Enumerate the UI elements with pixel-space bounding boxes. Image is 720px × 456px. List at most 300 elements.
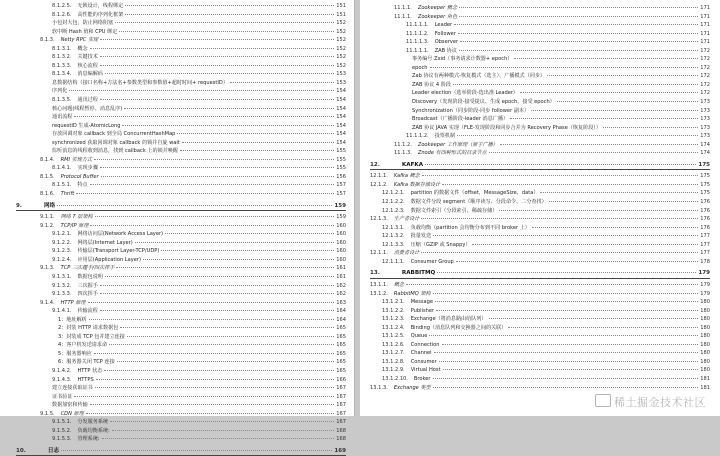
toc-entry[interactable] — [370, 55, 710, 64]
toc-entry[interactable] — [16, 96, 346, 105]
toc-entry-title: 管理系统: — [77, 436, 100, 443]
toc-leader-dots — [456, 261, 698, 262]
toc-entry-number: 13.1.2.1. — [382, 299, 405, 306]
toc-entry-number: 8.1.2.5. — [52, 3, 72, 9]
toc-entry[interactable] — [16, 316, 346, 325]
toc-leader-dots — [100, 99, 334, 100]
toc-entry[interactable] — [370, 172, 710, 181]
toc-entry-title: 消费者设计 — [393, 250, 420, 257]
toc-entry-number: 9.1.2.4. — [52, 256, 72, 263]
toc-entry-title: Protocol Buffer — [60, 173, 99, 180]
toc-entry[interactable] — [370, 81, 710, 90]
toc-entry-page-number: 152 — [336, 20, 346, 27]
toc-leader-dots — [230, 82, 334, 83]
toc-entry-page-number: 180 — [700, 333, 710, 340]
toc-entry[interactable] — [16, 367, 346, 376]
toc-entry-page-number: 176 — [700, 216, 710, 223]
toc-entry-title: 小包封大包，防止网络阻塞 — [52, 20, 114, 27]
toc-entry[interactable] — [16, 45, 346, 54]
toc-entry-title: Consumer Group — [410, 258, 454, 265]
toc-entry[interactable] — [16, 418, 346, 427]
toc-entry[interactable] — [16, 264, 346, 273]
toc-entry-title: 三次握手 — [77, 282, 98, 289]
toc-entry-number: 8.1.3.2. — [52, 54, 72, 61]
toc-entry-page-number: 161 — [336, 265, 346, 272]
toc-entry[interactable] — [370, 215, 710, 224]
toc-entry[interactable] — [16, 401, 346, 410]
toc-entry-page-number: 180 — [700, 299, 710, 306]
toc-leader-dots — [459, 7, 698, 8]
toc-leader-dots — [86, 413, 335, 414]
toc-entry-page-number: 172 — [700, 47, 710, 54]
toc-entry-number: 13.1.2.6. — [382, 341, 405, 348]
toc-entry-number: 12.1.3.2. — [382, 233, 405, 240]
toc-entry[interactable] — [16, 28, 346, 37]
toc-leader-dots — [433, 387, 699, 388]
toc-leader-dots — [69, 90, 334, 91]
toc-leader-dots — [508, 327, 698, 328]
toc-entry-number: 9.1.5.3. — [52, 436, 72, 443]
toc-entry[interactable] — [370, 30, 710, 39]
toc-entry-page-number: 167 — [336, 419, 346, 426]
toc-entry-title: synchronized 获取回调对象 callback 的锁并自旋 wait — [52, 139, 180, 146]
toc-entry-title: 数据包说明 — [77, 273, 103, 280]
toc-leader-dots — [433, 235, 698, 236]
toc-entry-page-number: 165 — [336, 325, 346, 332]
toc-leader-dots — [421, 252, 698, 253]
toc-entry[interactable] — [370, 4, 710, 13]
toc-entry-title: 压缩（GZIP 或 Snappy） — [410, 241, 471, 248]
toc-entry[interactable] — [16, 358, 346, 367]
toc-entry-title: 网络层(Internet Layer) — [77, 239, 133, 246]
toc-entry-title: Channel — [410, 350, 432, 357]
toc-entry[interactable] — [16, 139, 346, 148]
toc-page-left — [0, 0, 355, 454]
toc-entry-title: Kafka 概念 — [393, 173, 420, 180]
toc-entry-title: 证书验证 — [52, 393, 73, 400]
toc-entry[interactable] — [16, 299, 346, 308]
toc-leader-dots — [161, 250, 334, 251]
toc-leader-dots — [429, 335, 698, 336]
toc-leader-dots — [124, 108, 334, 109]
toc-entry-number: 13.1.2.10. — [382, 375, 408, 382]
toc-leader-dots — [454, 24, 698, 25]
toc-entry-title: 负载均衡系统: — [77, 427, 110, 434]
toc-entry[interactable] — [370, 258, 710, 267]
toc-entry-number: 11.1.1.1. — [406, 47, 429, 54]
toc-entry[interactable] — [370, 98, 710, 107]
toc-entry-number: 8.1.3.1. — [52, 45, 72, 52]
toc-entry-page-number: 181 — [700, 384, 710, 391]
toc-entry-page-number: 154 — [336, 97, 346, 104]
toc-leader-dots — [100, 65, 334, 66]
toc-entry-page-number: 180 — [700, 367, 710, 374]
toc-leader-dots — [549, 201, 699, 202]
toc-leader-dots — [165, 233, 334, 234]
toc-entry[interactable] — [370, 13, 710, 22]
toc-entry[interactable] — [370, 21, 710, 30]
toc-entry-title: Zookeeper 概念 — [417, 5, 458, 11]
toc-entry[interactable] — [370, 332, 710, 341]
toc-entry-title: 通讯过程 — [77, 97, 98, 104]
toc-entry-title: 分发服务系统 — [77, 419, 109, 426]
toc-entry-page-number: 171 — [700, 30, 710, 37]
toc-entry-page-number: 175 — [700, 190, 710, 197]
toc-entry-title: Zookeeper 工作原理（原子广播） — [417, 141, 498, 148]
toc-entry[interactable] — [16, 190, 346, 199]
toc-entry[interactable] — [370, 64, 710, 73]
toc-entry-title: 投票机制 — [434, 133, 456, 140]
toc-entry[interactable] — [16, 79, 346, 88]
toc-entry-page-number: 175 — [700, 173, 710, 180]
toc-entry-title: KAFKA — [401, 161, 424, 168]
toc-entry-number: 9.1.5.2. — [52, 427, 72, 434]
toc-entry[interactable] — [16, 113, 346, 122]
toc-entry[interactable] — [16, 156, 346, 165]
toc-entry-page-number: 153 — [336, 71, 346, 78]
toc-entry[interactable] — [16, 202, 346, 212]
toc-entry-title: Virtual Host — [410, 367, 441, 374]
toc-entry[interactable] — [16, 230, 346, 239]
toc-leader-dots — [95, 216, 335, 217]
toc-entry-page-number: 162 — [336, 282, 346, 289]
toc-entry[interactable] — [370, 241, 710, 250]
toc-entry-page-number: 168 — [336, 427, 346, 434]
toc-leader-dots — [119, 31, 334, 32]
toc-leader-dots — [105, 73, 334, 74]
toc-entry[interactable] — [370, 307, 710, 316]
toc-entry-page-number: 159 — [334, 202, 346, 209]
toc-entry[interactable] — [370, 181, 710, 190]
toc-entry-title: Zookeeper 角色 — [417, 13, 458, 20]
toc-entry-title: 网络 — [44, 202, 56, 209]
toc-entry-page-number: 165 — [336, 333, 346, 340]
toc-entry-number: 8.1.3.3. — [52, 62, 72, 69]
toc-leader-dots — [90, 48, 335, 49]
toc-leader-dots — [122, 125, 334, 126]
toc-entry[interactable] — [370, 141, 710, 150]
toc-leader-dots — [109, 344, 334, 345]
toc-leader-dots — [180, 150, 334, 151]
toc-entry[interactable] — [16, 164, 346, 173]
toc-entry[interactable] — [16, 341, 346, 350]
toc-entry[interactable] — [370, 198, 710, 207]
toc-entry[interactable] — [370, 249, 710, 258]
toc-entry-title: 核心流程 — [77, 62, 98, 69]
toc-entry-number: 8.1.5. — [40, 173, 55, 180]
toc-entry[interactable] — [370, 341, 710, 350]
toc-leader-dots — [443, 369, 699, 370]
toc-entry-title: epoch — [412, 64, 428, 71]
toc-entry[interactable] — [370, 207, 710, 216]
toc-entry-number: 13.1.2.7. — [382, 350, 405, 357]
toc-entry-page-number: 173 — [700, 107, 710, 114]
toc-leader-dots — [557, 101, 698, 102]
toc-entry-number: 12. — [370, 161, 380, 168]
toc-entry[interactable] — [16, 147, 346, 156]
toc-entry[interactable] — [16, 62, 346, 71]
toc-leader-dots — [90, 225, 334, 226]
toc-entry-title: 高性能的序列化框架 — [77, 11, 124, 18]
toc-entry[interactable] — [16, 247, 346, 256]
toc-entry-title: 网络 7 层架构 — [60, 214, 93, 221]
toc-leader-dots — [135, 242, 335, 243]
toc-leader-dots — [61, 450, 332, 451]
toc-leader-dots — [531, 110, 698, 111]
toc-leader-dots — [439, 361, 699, 362]
toc-entry-number: 12.1.1. — [370, 250, 388, 257]
toc-leader-dots — [100, 167, 334, 168]
toc-leader-dots — [532, 227, 698, 228]
toc-leader-dots — [115, 22, 334, 23]
toc-entry-title: Kafka 数据存储设计 — [393, 181, 441, 188]
toc-entry-title: Message — [410, 299, 434, 306]
toc-entry-number: 8.1.6. — [40, 191, 55, 198]
watermark-text: 稀土掘金技术社区 — [614, 396, 706, 409]
toc-entry-number: 13.1.3. — [370, 384, 388, 391]
toc-entry-page-number: 153 — [336, 79, 346, 86]
toc-entry[interactable] — [16, 130, 346, 139]
toc-entry[interactable] — [16, 333, 346, 342]
toc-leader-dots — [127, 336, 334, 337]
toc-leader-dots — [489, 152, 699, 153]
toc-entry-number: 9.1.3. — [40, 265, 55, 272]
toc-entry[interactable] — [370, 38, 710, 47]
toc-entry[interactable] — [370, 315, 710, 324]
toc-entry-page-number: 154 — [336, 131, 346, 138]
toc-entry[interactable] — [16, 11, 346, 20]
toc-leader-dots — [74, 116, 334, 117]
toc-entry-page-number: 173 — [700, 99, 710, 106]
toc-entry-page-number: 154 — [336, 122, 346, 129]
toc-entry-page-number: 167 — [336, 393, 346, 400]
toc-entry-title: Publisher — [410, 307, 435, 314]
toc-entry-title: 传输层(Transport Layer-TCP/UDP) — [77, 248, 160, 255]
toc-entry-page-number: 157 — [336, 191, 346, 198]
toc-entry[interactable] — [16, 122, 346, 131]
toc-entry-title: Consumer — [410, 358, 437, 365]
toc-entry-title: 6：服务器关闭 TCP 连接 — [58, 359, 115, 366]
toc-entry-title: 网络访问层(Network Access Layer) — [77, 231, 164, 238]
toc-entry-title: ZAB 协议 4 阶段 — [412, 81, 451, 88]
toc-entry[interactable] — [370, 358, 710, 367]
toc-entry-page-number: 172 — [700, 81, 710, 88]
toc-entry[interactable] — [16, 290, 346, 299]
toc-entry[interactable] — [16, 427, 346, 436]
toc-entry-page-number: 154 — [336, 114, 346, 121]
toc-entry[interactable] — [370, 72, 710, 81]
toc-entry[interactable] — [16, 376, 346, 385]
toc-entry[interactable] — [370, 47, 710, 56]
toc-entry-title: 概念 — [393, 281, 405, 288]
toc-entry[interactable] — [370, 384, 710, 393]
toc-entry[interactable] — [370, 107, 710, 116]
toc-entry-number: 9.1.5. — [40, 410, 55, 417]
toc-entry[interactable] — [16, 410, 346, 419]
toc-entry[interactable] — [16, 350, 346, 359]
toc-entry-page-number: 167 — [336, 402, 346, 409]
toc-entry-title: 5：服务器响应 — [58, 350, 92, 357]
toc-entry[interactable] — [370, 189, 710, 198]
toc-entry[interactable] — [370, 324, 710, 333]
toc-entry-page-number: 179 — [700, 290, 710, 297]
toc-entry-page-number: 151 — [336, 11, 346, 18]
toc-entry[interactable] — [370, 281, 710, 290]
toc-leader-dots — [457, 135, 698, 136]
toc-entry[interactable] — [16, 324, 346, 333]
toc-entry[interactable] — [16, 222, 346, 231]
toc-entry-page-number: 172 — [700, 73, 710, 80]
toc-entry[interactable] — [370, 132, 710, 141]
toc-entry-page-number: 180 — [700, 341, 710, 348]
toc-leader-dots — [90, 404, 335, 405]
toc-entry[interactable] — [16, 393, 346, 402]
toc-entry-page-number: 160 — [336, 239, 346, 246]
toc-entry-number: 9.1.2. — [40, 222, 55, 229]
toc-entry[interactable] — [16, 307, 346, 316]
toc-entry-number: 9.1.1. — [40, 214, 55, 221]
toc-entry-title: Netty RPC 实现 — [60, 37, 99, 44]
toc-entry[interactable] — [16, 213, 346, 222]
toc-leader-dots — [120, 327, 334, 328]
toc-entry-title: Zab 协议有两种模式-恢复模式（选主）、广播模式（同步） — [412, 73, 546, 80]
toc-leader-dots — [100, 293, 334, 294]
toc-leader-dots — [101, 176, 335, 177]
toc-entry[interactable] — [16, 173, 346, 182]
toc-leader-dots — [436, 310, 698, 311]
toc-entry[interactable] — [370, 298, 710, 307]
toc-entry-number: 11.1.1.3. — [406, 39, 429, 46]
toc-entry-page-number: 171 — [700, 39, 710, 46]
toc-entry[interactable] — [16, 105, 346, 114]
toc-entry[interactable] — [370, 149, 710, 158]
toc-leader-dots — [499, 210, 698, 211]
toc-entry[interactable] — [370, 269, 710, 279]
toc-entry-page-number: 154 — [336, 88, 346, 95]
toc-entry-page-number: 180 — [700, 316, 710, 323]
toc-entry-title: RabbitMQ 架构 — [393, 290, 431, 297]
toc-entry[interactable] — [16, 447, 346, 456]
toc-entry-number: 8.1.3.4. — [52, 71, 72, 78]
toc-entry-page-number: 167 — [336, 385, 346, 392]
toc-entry-title: ZAB 协议 JAVA 实现（FLE-发现阶段和同步合并为 Recovery Phase（恢复阶段）） — [412, 124, 601, 131]
toc-entry-title: 数据文件分段 segment（顺序读写、分段命令、二分查找） — [410, 199, 547, 206]
toc-entry[interactable] — [16, 36, 346, 45]
toc-entry-page-number: 155 — [336, 148, 346, 155]
toc-entry-title: 建立连接获取证书 — [52, 385, 93, 392]
toc-leader-dots — [547, 75, 698, 76]
toc-leader-dots — [433, 293, 699, 294]
toc-entry-page-number: 152 — [336, 28, 346, 35]
toc-leader-dots — [458, 33, 698, 34]
toc-entry-page-number: 151 — [336, 3, 346, 9]
toc-entry-page-number: 172 — [700, 90, 710, 97]
toc-entry-number: 11.1.1.2. — [406, 30, 429, 37]
toc-entry[interactable] — [370, 124, 710, 133]
toc-entry-number: 9.1.4. — [40, 299, 55, 306]
toc-entry[interactable] — [16, 384, 346, 393]
toc-leader-dots — [96, 379, 335, 380]
toc-leader-dots — [94, 353, 334, 354]
toc-entry-number: 11.1.2. — [394, 141, 412, 148]
toc-entry-number: 13.1.2.4. — [382, 324, 405, 331]
toc-entry-page-number: 159 — [336, 214, 346, 221]
toc-entry[interactable] — [370, 224, 710, 233]
toc-entry-title: TCP 三次握手/四次挥手 — [60, 265, 115, 272]
toc-entry-page-number: 152 — [336, 54, 346, 61]
toc-entry[interactable] — [16, 2, 346, 11]
toc-entry[interactable] — [370, 161, 710, 171]
toc-leader-dots — [143, 259, 334, 260]
toc-entry[interactable] — [16, 53, 346, 62]
toc-entry-title: 批量发送 — [410, 233, 432, 240]
toc-entry-number: 10. — [16, 447, 26, 454]
toc-leader-dots — [489, 318, 699, 319]
toc-entry-page-number: 166 — [336, 376, 346, 383]
toc-leader-dots — [125, 14, 334, 15]
toc-entry-page-number: 160 — [336, 222, 346, 229]
toc-leader-dots — [105, 276, 334, 277]
toc-entry[interactable] — [16, 181, 346, 190]
toc-leader-dots — [442, 184, 698, 185]
toc-page-right — [360, 0, 720, 416]
toc-entry-page-number: 171 — [700, 5, 710, 11]
toc-entry[interactable] — [370, 89, 710, 98]
toc-entry[interactable] — [16, 256, 346, 265]
toc-leader-dots — [116, 267, 334, 268]
toc-entry-page-number: 180 — [700, 307, 710, 314]
toc-entry-title: Exchange（将消息路由给队列） — [410, 316, 487, 323]
toc-entry-page-number: 165 — [336, 342, 346, 349]
toc-leader-dots — [57, 205, 332, 206]
toc-entry[interactable] — [16, 273, 346, 282]
toc-entry[interactable] — [16, 282, 346, 291]
toc-entry[interactable] — [16, 19, 346, 28]
toc-entry-title: 2：封装 HTTP 请求数据包 — [58, 325, 119, 332]
toc-entry[interactable] — [370, 375, 710, 384]
toc-entry-title: Follower — [434, 30, 456, 37]
toc-entry-page-number: 171 — [700, 13, 710, 20]
toc-entry[interactable] — [370, 290, 710, 299]
toc-leader-dots — [500, 144, 698, 145]
toc-entry-page-number: 175 — [698, 161, 710, 168]
toc-leader-dots — [437, 272, 696, 273]
toc-entry[interactable] — [370, 232, 710, 241]
toc-entry-number: 11.1.1.2. — [406, 133, 429, 140]
toc-entry[interactable] — [16, 239, 346, 248]
toc-entry-number: 13.1.2.2. — [382, 307, 405, 314]
toc-leader-dots — [90, 184, 335, 185]
toc-entry-page-number: 152 — [336, 62, 346, 69]
toc-entry-title: CDN 原理 — [60, 410, 84, 417]
toc-entry-page-number: 173 — [700, 116, 710, 123]
toc-entry[interactable] — [16, 87, 346, 96]
toc-entry-page-number: 160 — [336, 248, 346, 255]
toc-entry[interactable] — [16, 435, 346, 444]
toc-leader-dots — [421, 218, 698, 219]
toc-entry[interactable] — [16, 70, 346, 79]
toc-entry-title: 生产者设计 — [393, 216, 420, 223]
toc-entry-number: 12.1.3. — [370, 216, 388, 223]
toc-entry[interactable] — [370, 349, 710, 358]
toc-leader-dots — [433, 378, 699, 379]
toc-leader-dots — [110, 421, 334, 422]
toc-entry-number: 13.1.2.3. — [382, 316, 405, 323]
toc-entry-title: Broadcast（广播阶段-leader 消息广播） — [412, 116, 509, 123]
toc-entry[interactable] — [370, 366, 710, 375]
toc-entry-page-number: 165 — [336, 359, 346, 366]
toc-entry[interactable] — [370, 115, 710, 124]
